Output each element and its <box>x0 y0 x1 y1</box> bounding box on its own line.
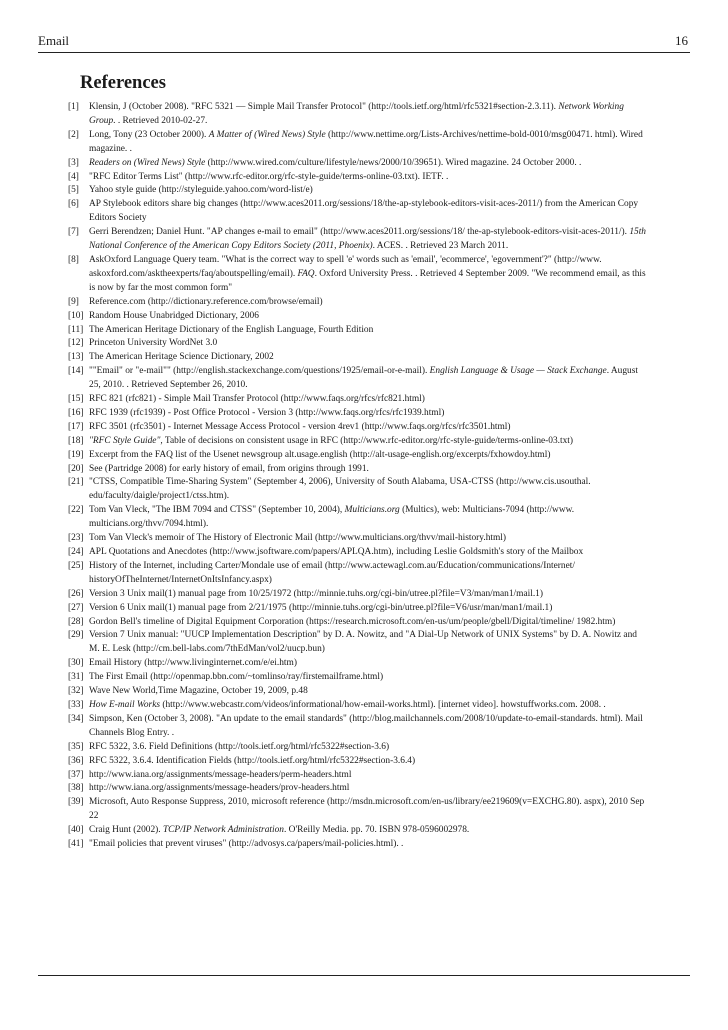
reference-text <box>89 685 646 699</box>
reference-text <box>89 449 646 463</box>
reference-segment: . Oxford University Press. . Retrieved 4 September 2009. "We recommend email, as this is now by far the most common form" <box>89 268 646 293</box>
reference-number: [23] <box>68 533 84 544</box>
reference-item <box>68 699 646 713</box>
reference-item <box>68 602 646 616</box>
reference-item <box>68 560 646 588</box>
reference-text <box>89 796 646 824</box>
reference-number: [19] <box>68 449 84 460</box>
reference-segment: See (Partridge 2008) for early history of email, from origins through 1991. <box>89 463 369 474</box>
reference-item <box>68 310 646 324</box>
reference-text <box>89 755 646 769</box>
reference-segment: RFC 5322, 3.6. Field Definitions (http://tools.ietf.org/html/rfc5322#section-3.6) <box>89 741 390 752</box>
page-header <box>38 33 690 53</box>
page-number: 16 <box>675 33 688 48</box>
reference-number: [10] <box>68 310 84 321</box>
reference-item <box>68 129 646 157</box>
reference-segment: Version 3 Unix mail(1) manual page from 10/25/1972 (http://minnie.tuhs.org/cgi-bin/utree.pl?file=V3/man/man1/mail.1) <box>89 588 543 599</box>
reference-italic-segment: FAQ <box>297 268 315 279</box>
reference-number: [22] <box>68 505 84 516</box>
reference-text <box>89 560 646 588</box>
reference-item <box>68 796 646 824</box>
reference-number: [35] <box>68 741 84 752</box>
reference-italic-segment: How E-mail Works <box>89 699 161 710</box>
reference-segment: http://www.iana.org/assignments/message-headers/prov-headers.html <box>89 783 350 794</box>
reference-segment: Wave New World,Time Magazine, October 19, 2009, p.48 <box>89 686 308 697</box>
reference-segment: (http://www.wired.com/culture/lifestyle/news/2000/10/39651). Wired magazine. 24 October 2000. . <box>205 157 582 168</box>
reference-segment: Microsoft, Auto Response Suppress, 2010, microsoft reference (http://msdn.microsoft.com/en-us/library/ee219609(v=EXCHG.80). aspx), 2010 Sep 22 <box>89 797 645 822</box>
reference-segment: "RFC Editor Terms List" (http://www.rfc-editor.org/rfc-style-guide/terms-online-03.txt). IETF. . <box>89 171 449 182</box>
reference-item <box>68 476 646 504</box>
reference-segment: (http://www.webcastr.com/videos/informational/how-email-works.html). [internet video]. howstuffworks.com. 2008. . <box>160 699 606 710</box>
reference-number: [18] <box>68 435 84 446</box>
reference-text <box>89 476 646 504</box>
reference-number: [3] <box>68 157 79 168</box>
reference-item <box>68 184 646 198</box>
reference-segment: The American Heritage Dictionary of the English Language, Fourth Edition <box>89 324 374 335</box>
reference-segment: AP Stylebook editors share big changes (http://www.aces2011.org/sessions/18/the-ap-stylebook-editors-visit-aces-2011/) from the American Copy Editors Society <box>89 199 639 224</box>
reference-segment: AskOxford Language Query team. "What is the correct way to spell 'e' words such as 'email', 'ecommerce', 'egovernment'?" (http://www. askoxford.com/asktheexperts/faq/aboutspelling/email). <box>89 254 602 279</box>
reference-number: [30] <box>68 658 84 669</box>
reference-segment: "Email policies that prevent viruses" (http://advosys.ca/papers/mail-policies.html). . <box>89 839 404 850</box>
reference-segment: The American Heritage Science Dictionary, 2002 <box>89 352 274 363</box>
reference-text <box>89 588 646 602</box>
reference-segment: . O'Reilly Media. pp. 70. ISBN 978-0596002978. <box>283 825 470 836</box>
reference-segment: Tom Van Vleck's memoir of The History of Electronic Mail (http://www.multicians.org/thvv/mail-history.html) <box>89 533 507 544</box>
reference-item <box>68 838 646 852</box>
reference-segment: Craig Hunt (2002). <box>89 825 163 836</box>
reference-item <box>68 226 646 254</box>
reference-text <box>89 629 646 657</box>
reference-number: [37] <box>68 769 84 780</box>
reference-item <box>68 101 646 129</box>
reference-item <box>68 504 646 532</box>
reference-item <box>68 198 646 226</box>
reference-segment: http://www.iana.org/assignments/message-headers/perm-headers.html <box>89 769 352 780</box>
reference-text <box>89 463 646 477</box>
reference-segment: RFC 5322, 3.6.4. Identification Fields (http://tools.ietf.org/html/rfc5322#section-3.6.4) <box>89 755 416 766</box>
reference-segment: ""Email" or "e-mail"" (http://english.stackexchange.com/questions/1925/email-or-e-mail). <box>89 366 430 377</box>
reference-text <box>89 741 646 755</box>
reference-segment: APL Quotations and Anecdotes (http://www.jsoftware.com/papers/APLQA.htm), including Leslie Goldsmith's story of the Mailbox <box>89 547 584 557</box>
reference-text <box>89 324 646 338</box>
reference-number: [16] <box>68 407 84 418</box>
reference-item <box>68 254 646 296</box>
reference-text <box>89 532 646 546</box>
reference-italic-segment: "RFC Style Guide" <box>89 435 161 446</box>
reference-item <box>68 741 646 755</box>
reference-text <box>89 407 646 421</box>
reference-text <box>89 365 646 393</box>
reference-text <box>89 671 646 685</box>
reference-text <box>89 838 646 852</box>
references-list <box>68 101 646 852</box>
reference-number: [15] <box>68 394 84 405</box>
reference-text <box>89 171 646 185</box>
reference-text <box>89 310 646 324</box>
reference-segment: Email History (http://www.livinginternet.com/e/ei.htm) <box>89 658 297 669</box>
section-title: References <box>80 73 166 93</box>
reference-text <box>89 198 646 226</box>
reference-segment: Gerri Berendzen; Daniel Hunt. "AP changes e-mail to email" (http://www.aces2011.org/sessions/18/ the-ap-stylebook-editors-visit-aces-2011/). <box>89 227 630 238</box>
reference-text <box>89 657 646 671</box>
reference-segment: Princeton University WordNet 3.0 <box>89 338 218 349</box>
reference-number: [21] <box>68 477 84 488</box>
running-header-title: Email <box>38 33 70 48</box>
reference-segment: Yahoo style guide (http://styleguide.yahoo.com/word-list/e) <box>89 185 313 196</box>
reference-number: [1] <box>68 102 79 112</box>
reference-item <box>68 546 646 560</box>
reference-item <box>68 671 646 685</box>
reference-text <box>89 616 646 630</box>
reference-item <box>68 449 646 463</box>
reference-segment: Excerpt from the FAQ list of the Usenet newsgroup alt.usage.english (http://alt-usage-english.org/excerpts/fxhowdoy.html) <box>89 449 551 460</box>
reference-text <box>89 421 646 435</box>
reference-text <box>89 769 646 783</box>
reference-item <box>68 532 646 546</box>
reference-item <box>68 769 646 783</box>
reference-number: [11] <box>68 324 84 335</box>
reference-segment: Simpson, Ken (October 3, 2008). "An update to the email standards" (http://blog.mailchannels.com/2008/10/update-to-email-standards. html). Mail Channels Blog Entry. . <box>89 713 643 738</box>
reference-item <box>68 337 646 351</box>
reference-segment: RFC 821 (rfc821) - Simple Mail Transfer Protocol (http://www.faqs.org/rfcs/rfc821.html) <box>89 394 425 405</box>
reference-italic-segment: A Matter of (Wired News) Style <box>208 129 326 140</box>
reference-item <box>68 616 646 630</box>
reference-segment: "CTSS, Compatible Time-Sharing System" (September 4, 2006), University of South Alabama, USA-CTSS (http://www.cis.usouthal. edu/faculty/daigle/project1/ctss.htm). <box>89 477 591 502</box>
reference-segment: Long, Tony (23 October 2000). <box>89 129 209 140</box>
reference-segment: , Table of decisions on consistent usage in RFC (http://www.rfc-editor.org/rfc-style-guide/terms-online-03.txt) <box>160 435 574 446</box>
reference-number: [39] <box>68 797 84 808</box>
reference-number: [29] <box>68 630 84 641</box>
reference-text <box>89 254 646 296</box>
reference-number: [41] <box>68 839 84 850</box>
reference-text <box>89 157 646 171</box>
reference-number: [32] <box>68 686 84 697</box>
reference-item <box>68 463 646 477</box>
reference-item <box>68 588 646 602</box>
reference-italic-segment: 15th National Conference of the American Copy Editors Society (2011, Phoenix) <box>89 227 646 252</box>
reference-item <box>68 296 646 310</box>
reference-text <box>89 824 646 838</box>
reference-item <box>68 755 646 769</box>
reference-segment: Random House Unabridged Dictionary, 2006 <box>89 310 259 321</box>
reference-item <box>68 713 646 741</box>
reference-number: [26] <box>68 588 84 599</box>
reference-text <box>89 699 646 713</box>
reference-number: [20] <box>68 463 84 474</box>
reference-number: [25] <box>68 560 84 571</box>
reference-text <box>89 351 646 365</box>
reference-number: [28] <box>68 616 84 627</box>
reference-segment: . August 25, 2010. . Retrieved September 26, 2010. <box>89 366 638 391</box>
reference-item <box>68 393 646 407</box>
reference-item <box>68 407 646 421</box>
reference-number: [33] <box>68 699 84 710</box>
footer-rule <box>38 975 690 976</box>
reference-number: [8] <box>68 254 79 265</box>
reference-text <box>89 504 646 532</box>
reference-text <box>89 782 646 796</box>
reference-text <box>89 101 646 129</box>
reference-text <box>89 184 646 198</box>
reference-segment: Tom Van Vleck, "The IBM 7094 and CTSS" (September 10, 2004), <box>89 505 345 516</box>
reference-number: [12] <box>68 338 84 349</box>
reference-number: [38] <box>68 783 84 794</box>
reference-item <box>68 824 646 838</box>
reference-segment: . ACES. . Retrieved 23 March 2011. <box>372 241 509 252</box>
reference-number: [24] <box>68 547 84 557</box>
reference-text <box>89 393 646 407</box>
reference-item <box>68 421 646 435</box>
reference-italic-segment: Multicians.org <box>344 505 400 516</box>
reference-segment: Version 6 Unix mail(1) manual page from 2/21/1975 (http://minnie.tuhs.org/cgi-bin/utree.pl?file=V6/usr/man/man1/mail.1) <box>89 602 553 613</box>
reference-item <box>68 351 646 365</box>
reference-number: [31] <box>68 672 84 683</box>
reference-segment: Reference.com (http://dictionary.reference.com/browse/email) <box>89 296 323 307</box>
reference-number: [13] <box>68 352 84 363</box>
reference-text <box>89 129 646 157</box>
reference-number: [27] <box>68 602 84 613</box>
reference-segment: The First Email (http://openmap.bbn.com/~tomlinso/ray/firstemailframe.html) <box>89 672 384 683</box>
reference-number: [9] <box>68 296 79 307</box>
reference-segment: RFC 3501 (rfc3501) - Internet Message Access Protocol - version 4rev1 (http://www.faqs.org/rfcs/rfc3501.html) <box>89 421 511 432</box>
reference-number: [7] <box>68 227 79 238</box>
reference-text <box>89 546 646 560</box>
reference-number: [5] <box>68 185 79 196</box>
reference-number: [4] <box>68 171 79 182</box>
reference-item <box>68 324 646 338</box>
reference-segment: Klensin, J (October 2008). "RFC 5321 — Simple Mail Transfer Protocol" (http://tools.ietf.org/html/rfc5321#section-2.3.11). <box>89 102 559 112</box>
reference-text <box>89 435 646 449</box>
reference-number: [34] <box>68 713 84 724</box>
reference-number: [6] <box>68 199 79 210</box>
reference-text <box>89 713 646 741</box>
reference-text <box>89 226 646 254</box>
reference-number: [2] <box>68 129 79 140</box>
reference-item <box>68 629 646 657</box>
reference-text <box>89 337 646 351</box>
reference-italic-segment: Readers on (Wired News) Style <box>89 157 206 168</box>
reference-item <box>68 685 646 699</box>
reference-italic-segment: English Language & Usage — Stack Exchange <box>429 366 607 377</box>
reference-number: [14] <box>68 366 84 377</box>
reference-segment: Version 7 Unix manual: "UUCP Implementation Description" by D. A. Nowitz, and "A Dial-Up Network of UNIX Systems" by D. A. Nowitz and M. E. Lesk (http://cm.bell-labs.com/7thEdMan/vol2/uucp.bun) <box>89 630 637 655</box>
reference-segment: RFC 1939 (rfc1939) - Post Office Protocol - Version 3 (http://www.faqs.org/rfcs/rfc1939.html) <box>89 407 445 418</box>
reference-italic-segment: Network Working Group <box>89 102 624 126</box>
reference-segment: . . Retrieved 2010-02-27. <box>113 115 208 126</box>
reference-number: [17] <box>68 421 84 432</box>
reference-number: [40] <box>68 825 84 836</box>
reference-text <box>89 602 646 616</box>
reference-segment: (Multics), web: Multicians-7094 (http://www. multicians.org/thvv/7094.html). <box>89 505 575 530</box>
reference-item <box>68 365 646 393</box>
reference-number: [36] <box>68 755 84 766</box>
header-rule <box>38 52 690 53</box>
reference-item <box>68 157 646 171</box>
reference-text <box>89 296 646 310</box>
reference-item <box>68 782 646 796</box>
reference-segment: Gordon Bell's timeline of Digital Equipment Corporation (https://research.microsoft.com/en-us/um/people/gbell/Digital/timeline/ 1982.htm) <box>89 616 616 627</box>
reference-italic-segment: TCP/IP Network Administration <box>162 825 284 836</box>
reference-item <box>68 435 646 449</box>
reference-segment: History of the Internet, including Carter/Mondale use of email (http://www.actewagl.com.au/Education/communications/Internet/ historyOfTheInternet/InternetOnItsInfancy.aspx) <box>89 560 575 585</box>
reference-segment: (http://www.nettime.org/Lists-Archives/nettime-bold-0010/msg00471. html). Wired magazine. . <box>89 129 643 154</box>
reference-item <box>68 657 646 671</box>
reference-item <box>68 171 646 185</box>
